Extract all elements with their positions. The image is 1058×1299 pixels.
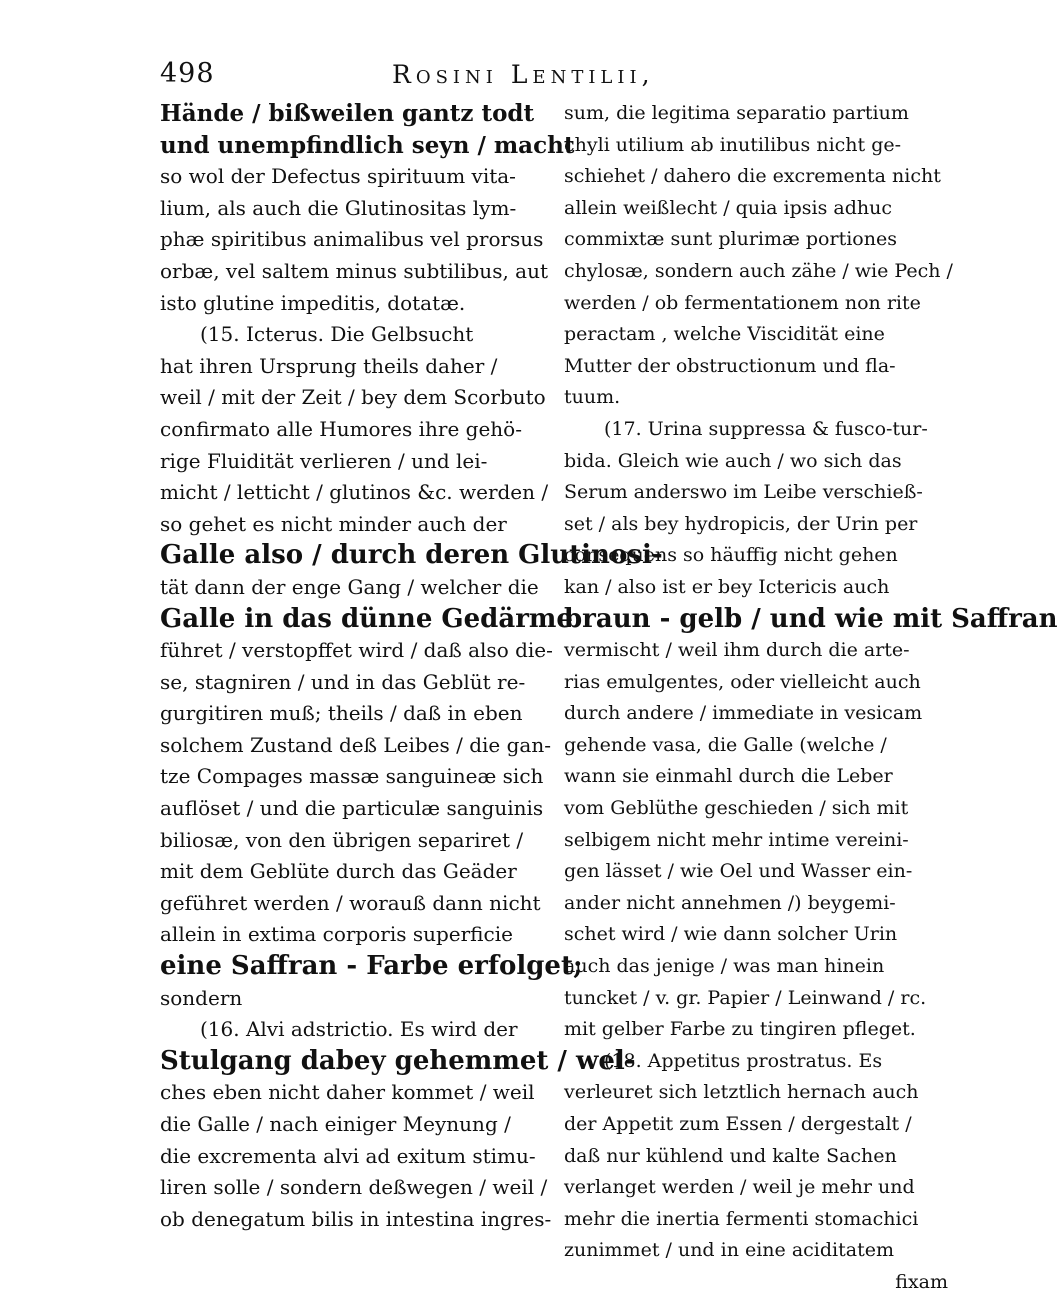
right-column-line: ander nicht annehmen /) beygemi-	[564, 891, 896, 914]
right-column-line: werden / ob fermentationem non rite	[564, 291, 921, 314]
right-column-line: peractam , welche Viscidität eine	[564, 323, 885, 346]
left-column-line: tät dann der enge Gang / welcher die	[160, 574, 539, 599]
running-head: Rosini Lentilii,	[392, 60, 655, 89]
left-column-line: so wol der Defectus spirituum vita-	[160, 164, 516, 189]
left-column-line: tze Compages massæ sanguineæ sich	[160, 764, 544, 789]
left-column-line: isto glutine impeditis, dotatæ.	[160, 290, 466, 315]
left-column-line: die excrementa alvi ad exitum stimu-	[160, 1143, 536, 1168]
right-column-line: fixam	[895, 1270, 948, 1293]
left-column-line: auflöset / und die particulæ sanguinis	[160, 796, 544, 821]
left-column-line: lium, als auch die Glutinositas lym-	[160, 195, 517, 220]
right-column-line: Mutter der obstructionum und fla-	[564, 354, 896, 377]
left-column-line: (15. Icterus. Die Gelbsucht	[200, 322, 474, 347]
left-column-line: ob denegatum bilis in intestina ingres-	[160, 1206, 552, 1231]
left-column-line: confirmato alle Humores ihre gehö-	[160, 416, 522, 441]
left-column-line: Galle also / durch deren Glutinosi-	[160, 540, 663, 571]
right-column-line: schiehet / dahero die excrementa nicht	[564, 165, 941, 188]
left-column-line: Galle in das dünne Gedärme	[160, 603, 573, 634]
right-column-line: chylosæ, sondern auch zähe / wie Pech /	[564, 259, 953, 282]
left-column-line: ches eben nicht daher kommet / weil	[160, 1080, 535, 1105]
left-column-line: und unempfindlich seyn / macht	[160, 131, 575, 159]
left-column-line: die Galle / nach einiger Meynung /	[160, 1112, 511, 1136]
right-column-line: zunimmet / und in eine aciditatem	[564, 1239, 894, 1262]
right-column-line: verleuret sich letztlich hernach auch	[564, 1081, 919, 1104]
left-column-line: hat ihren Ursprung theils daher /	[160, 353, 498, 378]
right-column-line: vermischt / weil ihm durch die arte-	[564, 639, 910, 662]
left-column-line: orbæ, vel saltem minus subtilibus, aut	[160, 258, 549, 283]
right-column-line: daß nur kühlend und kalte Sachen	[564, 1144, 897, 1167]
right-column-line: schet wird / wie dann solcher Urin	[564, 923, 898, 946]
right-column-line: allein weißlecht / quia ipsis adhuc	[564, 196, 892, 219]
right-column-line: kan / also ist er bey Ictericis auch	[564, 575, 890, 598]
right-column-line: sum, die legitima separatio partium	[564, 102, 909, 124]
left-column-line: Hände / bißweilen gantz todt	[160, 100, 535, 127]
right-column-line: rias emulgentes, oder vielleicht auch	[564, 670, 921, 693]
right-text-column	[564, 98, 1058, 1299]
right-column-line: der Appetit zum Essen / dergestalt /	[564, 1113, 912, 1135]
right-column-line: auch das jenige / was man hinein	[564, 955, 885, 978]
left-text-column	[160, 98, 663, 1235]
left-column-line: sondern	[160, 985, 243, 1010]
left-column-line: eine Saffran - Farbe erfolget;	[160, 951, 583, 982]
right-column-line: Serum anderswo im Leibe verschieß-	[564, 481, 923, 504]
right-column-line: commixtæ sunt plurimæ portiones	[564, 228, 897, 251]
right-column-line: gehende vasa, die Galle (welche /	[564, 733, 887, 756]
left-column-line: so gehet es nicht minder auch der	[160, 511, 507, 536]
left-column-line: führet / verstopffet wird / daß also die-	[160, 638, 553, 663]
right-column-line: chyli utilium ab inutilibus nicht ge-	[564, 133, 902, 156]
left-column-line: weil / mit der Zeit / bey dem Scorbuto	[160, 385, 546, 410]
right-column-line: mehr die inertia fermenti stomachici	[564, 1207, 919, 1230]
left-column-line: phæ spiritibus animalibus vel prorsus	[160, 227, 544, 252]
right-column-line: bida. Gleich wie auch / wo sich das	[564, 449, 902, 472]
right-column-line: consequens so häuffig nicht gehen	[564, 544, 898, 567]
left-column-line: micht / letticht / glutinos &c. werden /	[160, 480, 549, 505]
right-column-line: braun - gelb / und wie mit Saffran	[564, 603, 1058, 634]
left-column-line: solchem Zustand deß Leibes / die gan-	[160, 732, 551, 757]
right-column-line: mit gelber Farbe zu tingiren pfleget.	[564, 1018, 916, 1041]
left-column-line: biliosæ, von den übrigen separiret /	[160, 827, 524, 852]
right-column-line: set / als bey hydropicis, der Urin per	[564, 512, 918, 535]
right-column-line: vom Geblüthe geschieden / sich mit	[564, 797, 909, 820]
right-column-line: durch andere / immediate in vesicam	[564, 702, 923, 725]
left-column-line: gurgitiren muß; theils / daß in eben	[160, 701, 523, 726]
right-column-line: gen lässet / wie Oel und Wasser ein-	[564, 860, 913, 883]
right-column-line: selbigem nicht mehr intime vereini-	[564, 828, 909, 851]
left-column-line: rige Fluidität verlieren / und lei-	[160, 448, 488, 473]
right-column-line: verlanget werden / weil je mehr und	[564, 1176, 915, 1199]
left-column-line: geführet werden / worauß dann nicht	[160, 890, 541, 915]
left-column-line: liren solle / sondern deßwegen / weil /	[160, 1175, 548, 1200]
page-header	[160, 58, 950, 98]
left-column-line: allein in extima corporis superficie	[160, 922, 513, 947]
left-column-line: Stulgang dabey gehemmet / wel-	[160, 1045, 636, 1076]
right-column-line: (17. Urina suppressa & fusco-tur-	[604, 417, 928, 440]
right-column-line: (18. Appetitus prostratus. Es	[604, 1049, 883, 1072]
right-column-line: tuncket / v. gr. Papier / Leinwand / rc.	[564, 986, 927, 1009]
right-column-line: tuum.	[564, 386, 621, 409]
left-column-line: mit dem Geblüte durch das Geäder	[160, 859, 517, 884]
right-column-line: wann sie einmahl durch die Leber	[564, 765, 893, 788]
left-column-line: se, stagniren / und in das Geblüt re-	[160, 669, 526, 694]
page-number: 498	[160, 58, 215, 89]
left-column-line: (16. Alvi adstrictio. Es wird der	[200, 1017, 518, 1042]
